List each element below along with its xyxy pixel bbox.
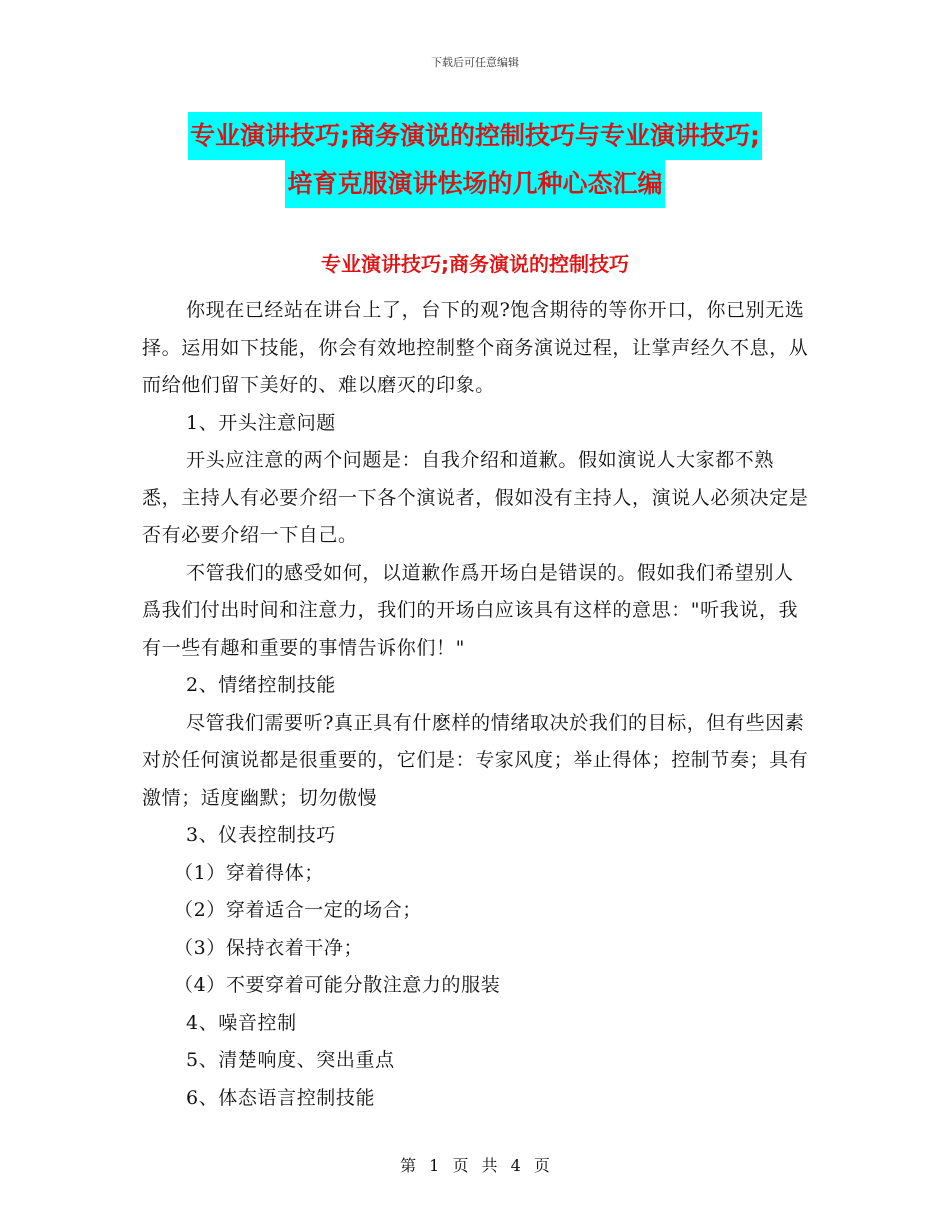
document-title xyxy=(0,112,950,208)
sub-item-1: （1）穿着得体； xyxy=(174,861,324,884)
sub-item-2: （2）穿着适合一定的场合； xyxy=(174,899,422,921)
page-footer: 第 1 页 共 4 页 xyxy=(400,1156,550,1175)
sub-item-4: （4）不要穿着可能分散注意力的服装 xyxy=(174,974,501,996)
sub-item-3: （3）保持衣着干净； xyxy=(174,936,364,959)
heading-1: 1、开头注意问题 xyxy=(186,411,336,434)
paragraph-1: 开头应注意的两个问题是：自我介绍和道歉。假如演说人大家都不熟悉，主持人有必要介绍一下各个演说者，假如没有主持人，演说人必须决定是否有必要介绍一下自己。 xyxy=(142,449,809,546)
header-note: 下载后可任意编辑 xyxy=(431,56,519,69)
paragraph-3: 尽管我们需要听?真正具有什麽样的情绪取决於我们的目标，但有些因素对於任何演说都是很重要的，它们是：专家风度；举止得体；控制节奏；具有激情；适度幽默；切勿傲慢 xyxy=(142,711,809,809)
heading-6: 6、体态语言控制技能 xyxy=(186,1086,376,1109)
heading-5: 5、清楚响度、突出重点 xyxy=(186,1049,395,1071)
heading-2: 2、情绪控制技能 xyxy=(186,674,336,696)
heading-3: 3、仪表控制技巧 xyxy=(186,824,336,846)
section-title: 专业演讲技巧;商务演说的控制技巧 xyxy=(321,252,629,276)
heading-4: 4、噪音控制 xyxy=(186,1011,297,1034)
paragraph-2: 不管我们的感受如何，以道歉作爲开场白是错误的。假如我们希望别人爲我们付出时间和注意力，我们的开场白应该具有这样的意思："听我说，我有一些有趣和重要的事情告诉你们！" xyxy=(142,561,799,659)
intro-paragraph: 你现在已经站在讲台上了，台下的观?饱含期待的等你开口，你已别无选择。运用如下技能，你会有效地控制整个商务演说过程，让掌声经久不息，从而给他们留下美好的、难以磨灭的印象。 xyxy=(142,299,809,396)
body-text xyxy=(142,292,810,1117)
title-line-1: 专业演讲技巧;商务演说的控制技巧与专业演讲技巧; xyxy=(188,112,762,160)
title-line-2: 培育克服演讲怯场的几种心态汇编 xyxy=(285,160,664,208)
